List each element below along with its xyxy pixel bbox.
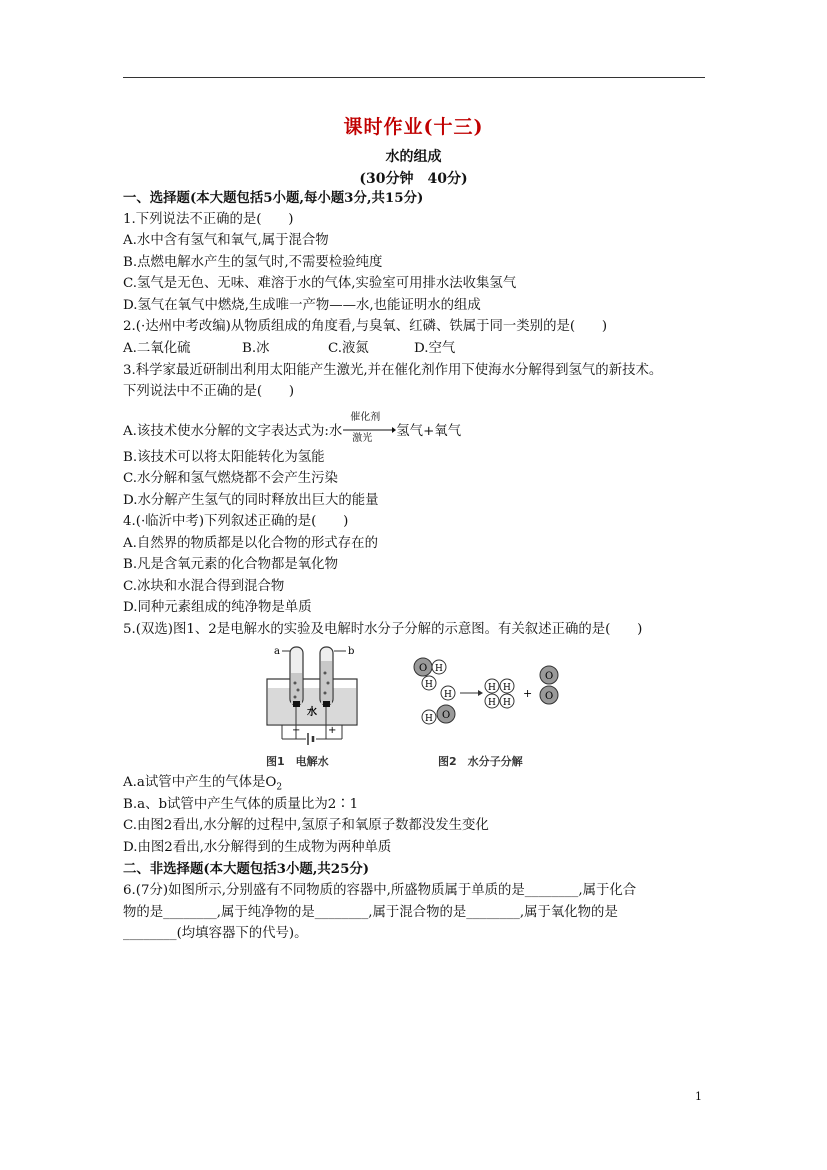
atom-h-label: H [425, 714, 433, 724]
atom-o-label: O [442, 710, 451, 721]
atom-o-label: O [545, 691, 554, 702]
section2-heading: 二、非选择题(本大题包括3小题,共25分) [123, 861, 370, 877]
atom-o-label: O [545, 671, 554, 682]
reaction-arrow [342, 412, 396, 444]
q3-option-a-suffix: 氢气+氧气 [396, 424, 462, 439]
q3-option-a [123, 412, 462, 444]
page-number: 1 [695, 1090, 702, 1103]
q4-option-d: D.同种元素组成的纯净物是单质 [123, 600, 312, 615]
atom-h-label: H [425, 680, 433, 690]
q6-line1: 6.(7分)如图所示,分别盛有不同物质的容器中,所盛物质属于单质的是________,属于化合 [123, 883, 637, 898]
q4-option-a: A.自然界的物质都是以化合物的形式存在的 [123, 536, 378, 551]
q3-stem-line1: 3.科学家最近研制出利用太阳能产生激光,并在催化剂作用下使海水分解得到氢气的新技术。 [123, 363, 663, 378]
q5-option-a-text: A.a试管中产生的气体是O [123, 775, 277, 790]
header-rule [123, 77, 705, 78]
q3-stem-line2: 下列说法中不正确的是( ) [123, 384, 295, 399]
figure1-caption: 图1 电解水 [266, 755, 329, 768]
fig1-label-b: b [348, 646, 355, 657]
q5-option-b: B.a、b试管中产生气体的质量比为2∶1 [123, 797, 359, 812]
q2-option-a: A.二氧化硫 [123, 341, 191, 356]
q4-option-c: C.冰块和水混合得到混合物 [123, 579, 285, 594]
q3-option-d: D.水分解产生氢气的同时释放出巨大的能量 [123, 493, 379, 508]
time-score: (30分钟 40分) [359, 171, 468, 187]
q1-option-b: B.点燃电解水产生的氢气时,不需要检验纯度 [123, 255, 383, 270]
q3-option-a-prefix: A.该技术使水分解的文字表达式为:水 [123, 424, 343, 439]
fig1-minus: − [292, 725, 301, 736]
q4-stem: 4.(·临沂中考)下列叙述正确的是( ) [123, 514, 349, 529]
q3-option-c: C.水分解和氢气燃烧都不会产生污染 [123, 471, 338, 486]
q1-option-c: C.氢气是无色、无味、难溶于水的气体,实验室可用排水法收集氢气 [123, 276, 517, 291]
arrow-condition-top: 催化剂 [350, 412, 381, 423]
q2-option-c: C.液氮 [328, 341, 369, 356]
q2-options [123, 340, 455, 358]
arrow-condition-bottom: 激光 [352, 433, 373, 444]
atom-h-label: H [444, 690, 452, 700]
q5-option-d: D.由图2看出,水分解得到的生成物为两种单质 [123, 840, 392, 855]
plus-sign: + [523, 687, 533, 700]
atom-h-label: H [503, 698, 511, 708]
q5-option-c: C.由图2看出,水分解的过程中,氢原子和氧原子数都没发生变化 [123, 818, 489, 833]
figure2-molecule-decomposition [410, 655, 575, 768]
atom-h-label: H [503, 683, 511, 693]
fig1-water-label: 水 [307, 707, 317, 718]
q1-option-a: A.水中含有氢气和氧气,属于混合物 [123, 233, 329, 248]
figure2-caption: 图2 水分子分解 [438, 755, 523, 768]
q2-stem: 2.(·达州中考改编)从物质组成的角度看,与臭氧、红磷、铁属于同一类别的是( ) [123, 319, 608, 334]
q1-option-d: D.氢气在氧气中燃烧,生成唯一产物——水,也能证明水的组成 [123, 298, 481, 313]
q6-line2: 物的是________,属于纯净物的是________,属于混合物的是________,属于氧化物的是 [123, 905, 618, 920]
section1-heading: 一、选择题(本大题包括5小题,每小题3分,共15分) [123, 190, 424, 206]
q2-option-b: B.冰 [242, 341, 270, 356]
page-title: 课时作业(十三) [343, 116, 484, 138]
atom-h-label: H [488, 683, 496, 693]
q1-stem: 1.下列说法不正确的是( ) [123, 212, 294, 227]
figure1-electrolysis [262, 643, 362, 768]
atom-h-label: H [488, 698, 496, 708]
q5-stem: 5.(双选)图1、2是电解水的实验及电解时水分子分解的示意图。有关叙述正确的是( ) [123, 622, 643, 637]
q5-option-a-subscript: 2 [276, 782, 283, 793]
electrolysis-apparatus-drawing [262, 643, 362, 753]
atom-h-label: H [435, 664, 443, 674]
q2-option-d: D.空气 [414, 341, 456, 356]
lesson-subtitle: 水的组成 [385, 149, 442, 165]
q4-option-b: B.凡是含氧元素的化合物都是氧化物 [123, 557, 338, 572]
q5-option-a [123, 774, 282, 797]
molecule-diagram [410, 655, 575, 730]
q6-line3: ________(均填容器下的代号)。 [123, 926, 308, 941]
fig1-label-a: a [274, 646, 280, 657]
fig1-plus: + [328, 725, 337, 736]
atom-o-label: O [419, 663, 428, 674]
q3-option-b: B.该技术可以将太阳能转化为氢能 [123, 450, 325, 465]
